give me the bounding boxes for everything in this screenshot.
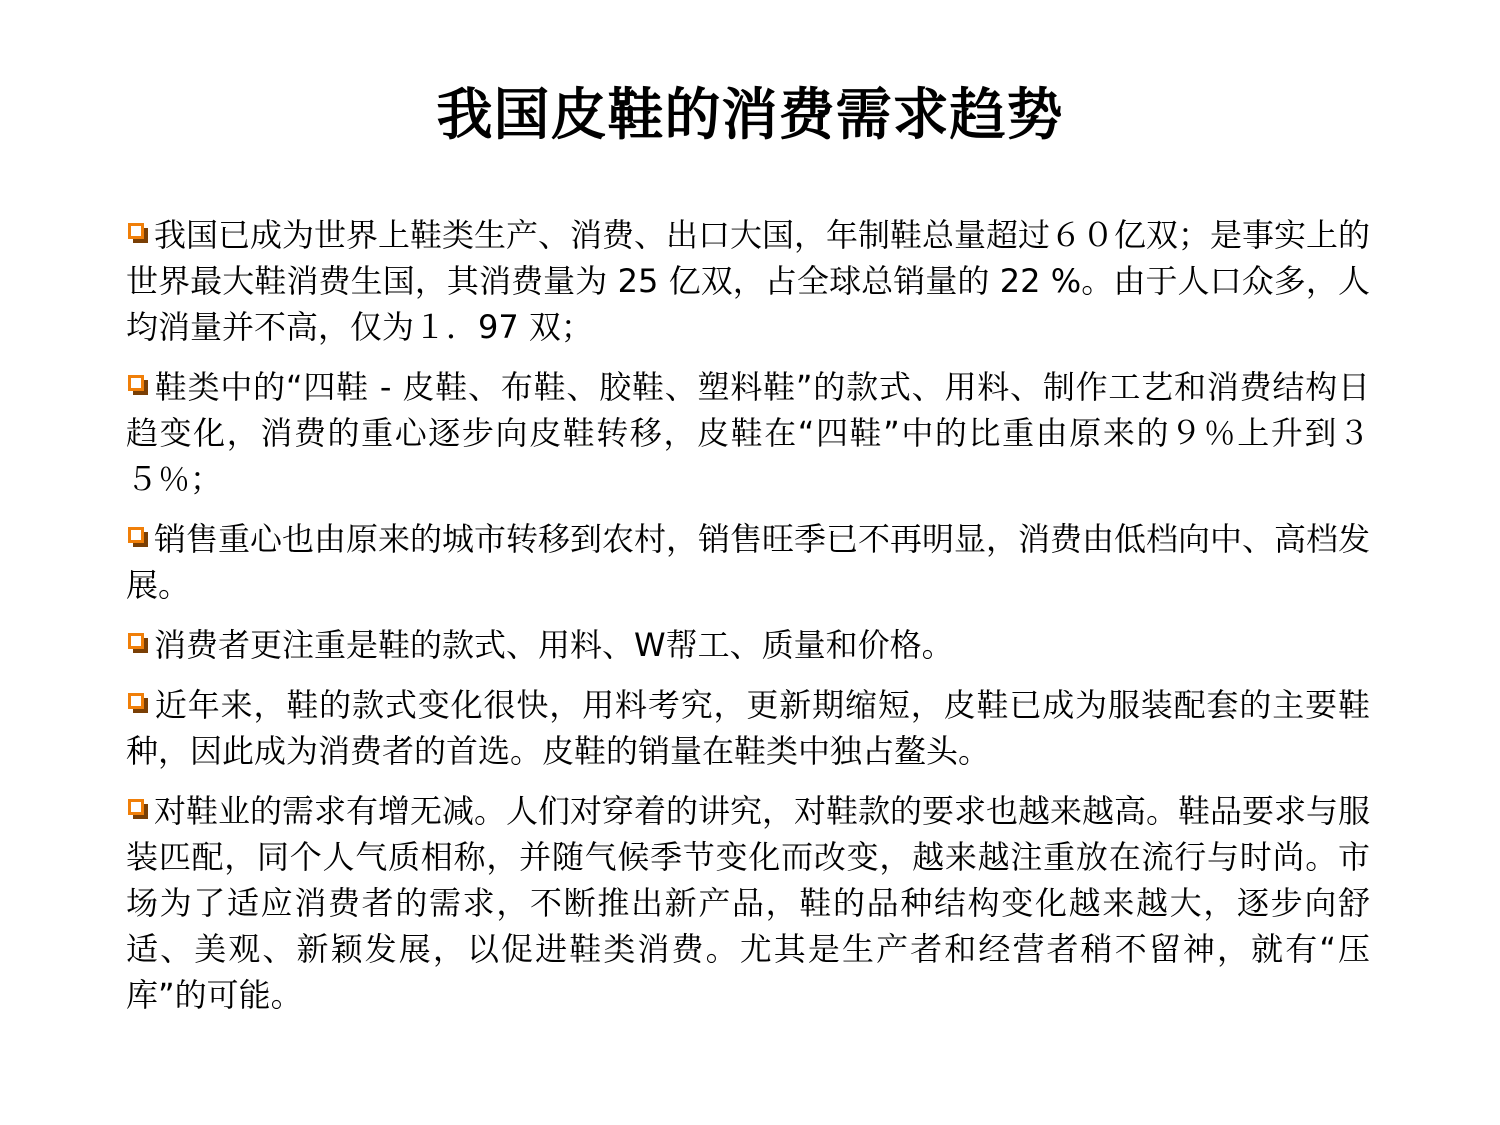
bullet-text: 鞋类中的“四鞋 - 皮鞋、布鞋、胶鞋、塑料鞋”的款式、用料、制作工艺和消费结构日趋变化，消费的重心逐步向皮鞋转移，皮鞋在“四鞋”中的比重由原来的９％上升到３５％； — [126, 368, 1370, 498]
bullet-item — [126, 788, 1370, 1018]
slide-title: 我国皮鞋的消费需求趋势 — [436, 83, 1064, 148]
checkbox-square-icon — [126, 372, 152, 400]
bullet-text: 我国已成为世界上鞋类生产、消费、出口大国，年制鞋总量超过６０亿双；是事实上的世界最大鞋消费生国，其消费量为 25 亿双，占全球总销量的 22 %。由于人口众多，人均消量并不高，仅为１．97 双； — [126, 216, 1371, 346]
checkbox-square-icon — [126, 690, 152, 718]
checkbox-square-icon — [126, 796, 152, 824]
bullet-item — [126, 516, 1370, 608]
bullet-item — [126, 622, 1370, 668]
bullet-item — [126, 212, 1370, 350]
bullet-text: 销售重心也由原来的城市转移到农村，销售旺季已不再明显，消费由低档向中、高档发展。 — [126, 520, 1371, 604]
checkbox-square-icon — [126, 630, 152, 658]
checkbox-square-icon — [126, 524, 152, 552]
bullet-item — [126, 364, 1370, 502]
bullet-list — [126, 212, 1370, 1032]
bullet-item — [126, 682, 1370, 774]
bullet-text: 对鞋业的需求有增无减。人们对穿着的讲究，对鞋款的要求也越来越高。鞋品要求与服装匹配，同个人气质相称，并随气候季节变化而改变，越来越注重放在流行与时尚。市场为了适应消费者的需求，不断推出新产品，鞋的品种结构变化越来越大，逐步向舒适、美观、新颖发展，以促进鞋类消费。尤其是生产者和经营者稍不留神，就有“压库”的可能。 — [126, 792, 1371, 1014]
checkbox-square-icon — [126, 220, 152, 248]
bullet-text: 近年来，鞋的款式变化很快，用料考究，更新期缩短，皮鞋已成为服装配套的主要鞋种，因此成为消费者的首选。皮鞋的销量在鞋类中独占鳌头。 — [126, 686, 1370, 770]
bullet-text: 消费者更注重是鞋的款式、用料、W帮工、质量和价格。 — [154, 626, 954, 664]
